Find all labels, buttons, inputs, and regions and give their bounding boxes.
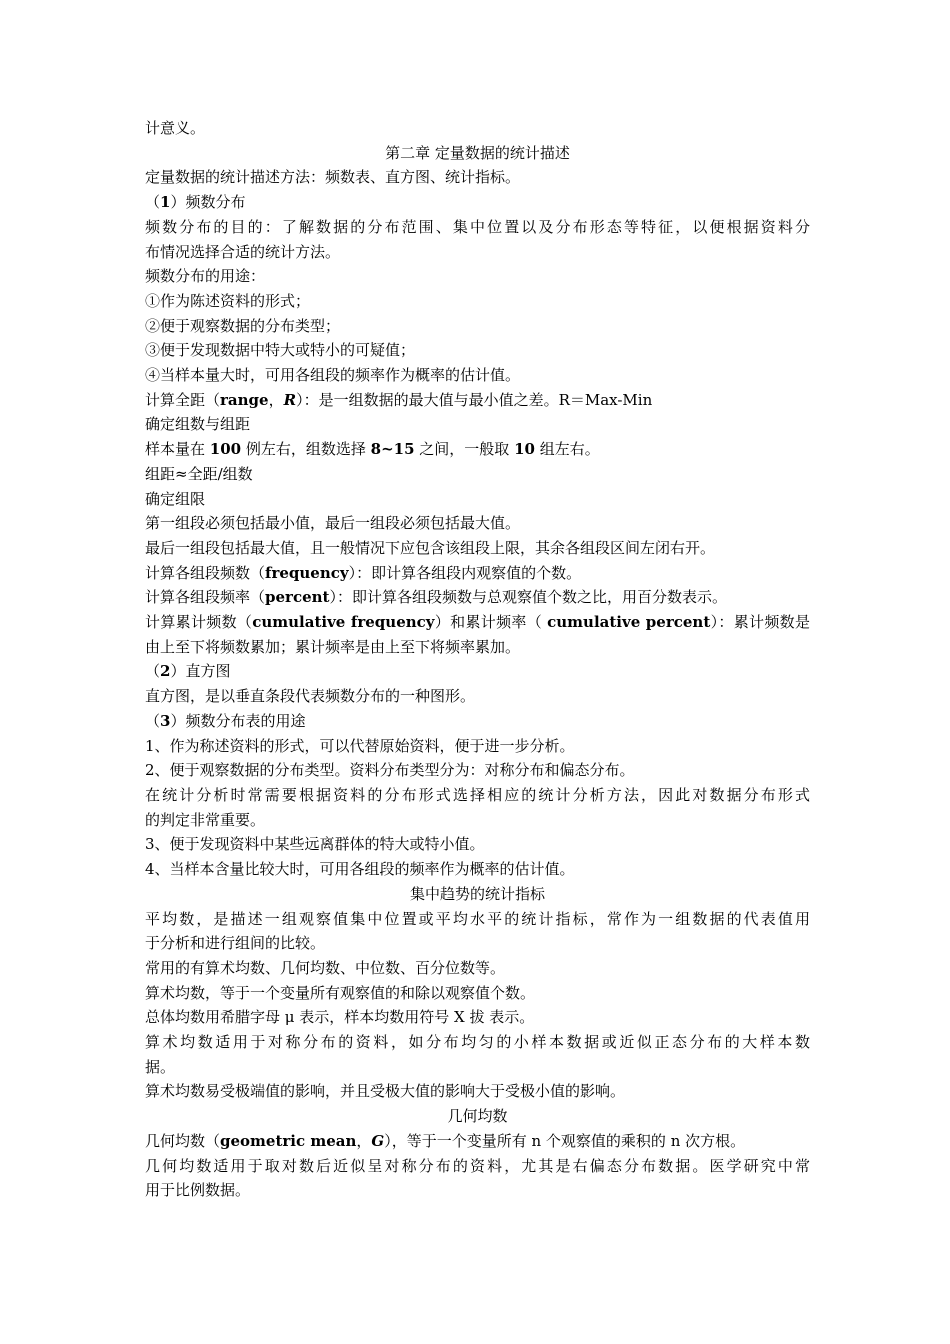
section-title: 几何均数 <box>447 1107 508 1126</box>
text-line: 确定组数与组距 <box>145 415 251 434</box>
text-line: 计意义。 <box>145 119 206 137</box>
text-line: 用于比例数据。 <box>145 1181 251 1200</box>
text-line: 总体均数用希腊字母 μ 表示，样本均数用符号 X 拔 表示。 <box>145 1008 535 1027</box>
list-item: ①作为陈述资料的形式； <box>145 291 311 310</box>
text-line: 计算全距（range，R）：是一组数据的最大值与最小值之差。R＝Max-Min <box>145 390 653 409</box>
section-heading: （1）频数分布 <box>145 193 246 212</box>
text-line: 算术均数，等于一个变量所有观察值的和除以观察值个数。 <box>145 983 536 1002</box>
text-line: 常用的有算术均数、几何均数、中位数、百分位数等。 <box>145 958 506 977</box>
text-line: 最后一组段包括最大值，且一般情况下应包含该组段上限，其余各组段区间左闭右开。 <box>145 538 716 557</box>
list-item: ④当样本量大时，可用各组段的频率作为概率的估计值。 <box>145 366 521 385</box>
list-item: 1、作为称述资料的形式，可以代替原始资料，便于进一步分析。 <box>145 736 575 755</box>
text-line: 组距≈全距/组数 <box>145 464 253 483</box>
text-line: 在统计分析时常需要根据资料的分布形式选择相应的统计分析方法，因此对数据分布形式 <box>145 785 810 804</box>
text-line: 直方图，是以垂直条段代表频数分布的一种图形。 <box>145 687 476 706</box>
text-line: 几何均数适用于取对数后近似呈对称分布的资料，尤其是右偏态分布数据。医学研究中常 <box>145 1156 810 1175</box>
text-line: 频数分布的用途： <box>145 267 266 286</box>
section-title: 集中趋势的统计指标 <box>409 884 545 903</box>
section-heading: （3）频数分布表的用途 <box>145 711 306 730</box>
list-item: ②便于观察数据的分布类型； <box>145 316 341 335</box>
text-line: 计算累计频数（cumulative frequency）和累计频率（ cumulative percent）：累计频数是 <box>145 613 810 632</box>
text-line: 计算各组段频数（frequency）：即计算各组段内观察值的个数。 <box>145 563 582 582</box>
text-line: 确定组限 <box>145 489 206 508</box>
document-page <box>145 116 810 1203</box>
text-line: 样本量在 100 例左右，组数选择 8~15 之间，一般取 10 组左右。 <box>145 440 600 459</box>
chapter-title: 第二章 定量数据的统计描述 <box>385 143 570 162</box>
text-line: 几何均数（geometric mean，G），等于一个变量所有 n 个观察值的乘积的 n 次方根。 <box>145 1131 746 1150</box>
list-item: 4、当样本含量比较大时，可用各组段的频率作为概率的估计值。 <box>145 860 575 879</box>
text-line: 算术均数适用于对称分布的资料，如分布均匀的小样本数据或近似正态分布的大样本数 <box>145 1033 810 1052</box>
list-item: 2、便于观察数据的分布类型。资料分布类型分为：对称分布和偏态分布。 <box>145 761 635 780</box>
text-line: 算术均数易受极端值的影响，并且受极大值的影响大于受极小值的影响。 <box>145 1082 626 1101</box>
text-line: 平均数，是描述一组观察值集中位置或平均水平的统计指标，常作为一组数据的代表值用 <box>145 909 810 928</box>
text-line: 于分析和进行组间的比较。 <box>145 934 326 953</box>
list-item: 3、便于发现资料中某些远离群体的特大或特小值。 <box>145 835 485 854</box>
text-line: 布情况选择合适的统计方法。 <box>145 242 341 261</box>
text-line: 计算各组段频率（percent）：即计算各组段频数与总观察值个数之比，用百分数表示。 <box>145 588 727 607</box>
text-line: 由上至下将频数累加；累计频率是由上至下将频率累加。 <box>145 637 521 656</box>
list-item: ③便于发现数据中特大或特小的可疑值； <box>145 341 416 360</box>
text-line: 频数分布的目的：了解数据的分布范围、集中位置以及分布形态等特征，以便根据资料分 <box>145 217 810 236</box>
text-line: 据。 <box>145 1057 176 1076</box>
text-line: 第一组段必须包括最小值，最后一组段必须包括最大值。 <box>145 514 521 533</box>
text-line: 定量数据的统计描述方法：频数表、直方图、统计指标。 <box>145 168 521 187</box>
section-heading: （2）直方图 <box>145 662 231 681</box>
text-line: 的判定非常重要。 <box>145 810 266 829</box>
